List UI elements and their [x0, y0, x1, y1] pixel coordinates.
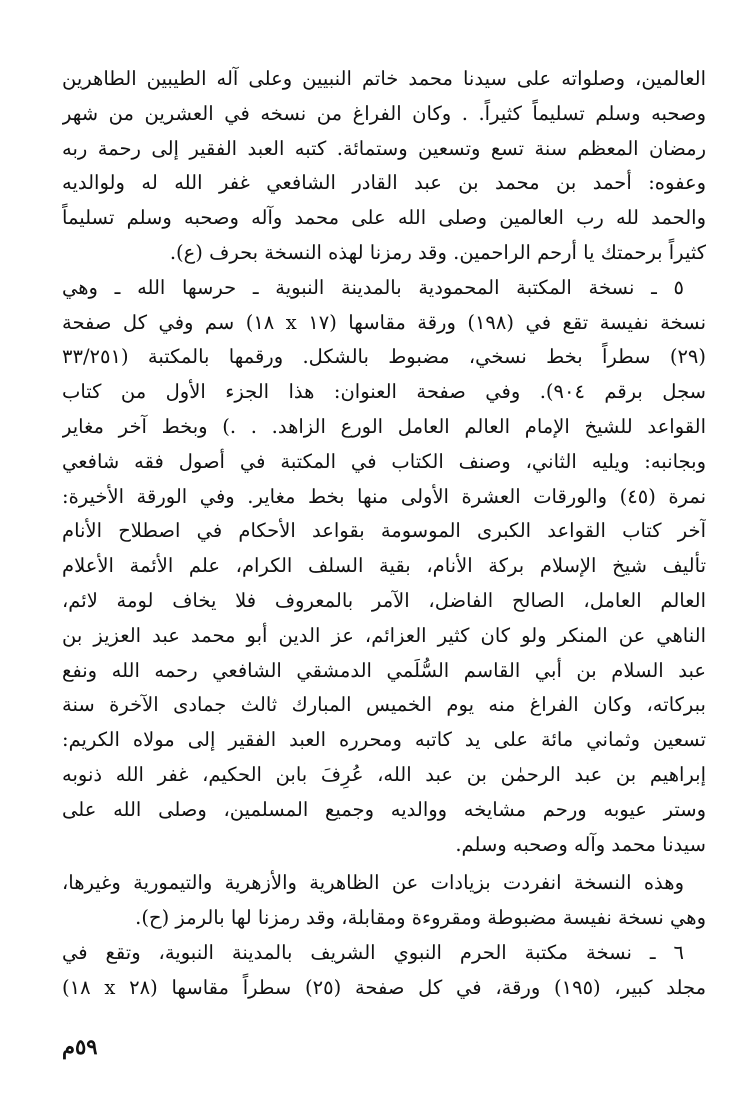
text-line: العالمين، وصلواته على سيدنا محمد خاتم النبيين وعلى آله الطيبين الطاهرين: [62, 67, 706, 90]
text-line: ٥ ـ نسخة المكتبة المحمودية بالمدينة النبوية ـ حرسها الله ـ وهي: [62, 275, 684, 299]
text-line: تأليف شيخ الإسلام بركة الأنام، بقية السلف الكرام، علم الأئمة الأعلام: [62, 554, 706, 578]
text-line: وهذه النسخة انفردت بزيادات عن الظاهرية والأزهرية والتيمورية وغيرها،: [62, 871, 684, 895]
text-line: سجل برقم ٩٠٤). وفي صفحة العنوان: هذا الجزء الأول من كتاب: [62, 380, 706, 404]
text-line: وبجانبه: ويليه الثاني، وصنف الكتاب في المكتبة في أصول فقه شافعي: [62, 449, 706, 473]
text-line: نمرة (٤٥) والورقات العشرة الأولى منها بخط مغاير. وفي الورقة الأخيرة:: [62, 484, 706, 508]
text-line: وهي نسخة نفيسة مضبوطة ومقروءة ومقابلة، وقد رمزنا لها بالرمز (ح).: [135, 906, 706, 930]
text-line: والحمد لله رب العالمين وصلى الله على محمد وآله وصحبه وسلم تسليماً: [62, 206, 706, 230]
paragraph: [62, 271, 706, 863]
text-line: سيدنا محمد وآله وصحبه وسلم.: [455, 832, 706, 856]
text-line: العالم العامل، الصالح الفاضل، الآمر بالمعروف فلا يخاف لومة لائم،: [62, 588, 706, 612]
text-line: مجلد كبير، (١٩٥) ورقة، في كل صفحة (٢٥) سطراً مقاسها (٢٨ x ١٨): [62, 975, 706, 999]
text-line: القواعد للشيخ الإمام العالم العامل الورع الزاهد. . .) وبخط آخر مغاير: [62, 414, 706, 438]
text-line: عبد السلام بن أبي القاسم السُّلَمي الدمشقي الشافعي رحمه الله ونفع: [62, 658, 706, 682]
paragraph: [62, 62, 706, 271]
text-line: وعفوه: أحمد بن محمد بن عبد القادر الشافعي غفر الله له ولوالديه: [62, 171, 706, 195]
text-line: كثيراً برحمتك يا أرحم الراحمين. وقد رمزنا لهذه النسخة بحرف (ع).: [169, 240, 706, 264]
paragraph: [62, 936, 706, 1006]
text-line: (٢٩) سطراً بخط نسخي، مضبوط بالشكل. ورقمها بالمكتبة (٣٣/٢٥١: [62, 345, 706, 369]
page-number: ٥٩م: [62, 1034, 98, 1059]
text-line: إبراهيم بن عبد الرحمٰن بن عبد الله، عُرِفَ بابن الحكيم، غفر الله ذنوبه: [62, 762, 706, 786]
paragraph: [62, 866, 706, 936]
text-line: رمضان المعظم سنة تسع وتسعين وستمائة. كتبه العبد الفقير إلى رحمة ربه: [62, 136, 706, 160]
page-body: [62, 62, 706, 1062]
text-line: الناهي عن المنكر ولو كان كثير العزائم، عز الدين أبو محمد عبد العزيز بن: [62, 623, 706, 647]
text-line: وصحبه وسلم تسليماً كثيراً. . وكان الفراغ من نسخه في العشرين من شهر: [62, 101, 706, 125]
text-line: وستر عيوبه ورحم مشايخه ووالديه وجميع المسلمين، وصلى الله على: [62, 797, 706, 821]
text-line: آخر كتاب القواعد الكبرى الموسومة بقواعد الأحكام في اصطلاح الأنام: [62, 519, 706, 543]
text-line: نسخة نفيسة تقع في (١٩٨) ورقة مقاسها (١٧ x ١٨) سم وفي كل صفحة: [62, 310, 706, 334]
text-line: ببركاته، وكان الفراغ منه يوم الخميس المبارك ثالث جمادى الآخرة سنة: [62, 693, 706, 717]
text-line: تسعين وثماني مائة على يد كاتبه ومحرره العبد الفقير إلى مولاه الكريم:: [62, 728, 706, 752]
text-line: ٦ ـ نسخة مكتبة الحرم النبوي الشريف بالمدينة النبوية، وتقع في: [62, 940, 684, 964]
